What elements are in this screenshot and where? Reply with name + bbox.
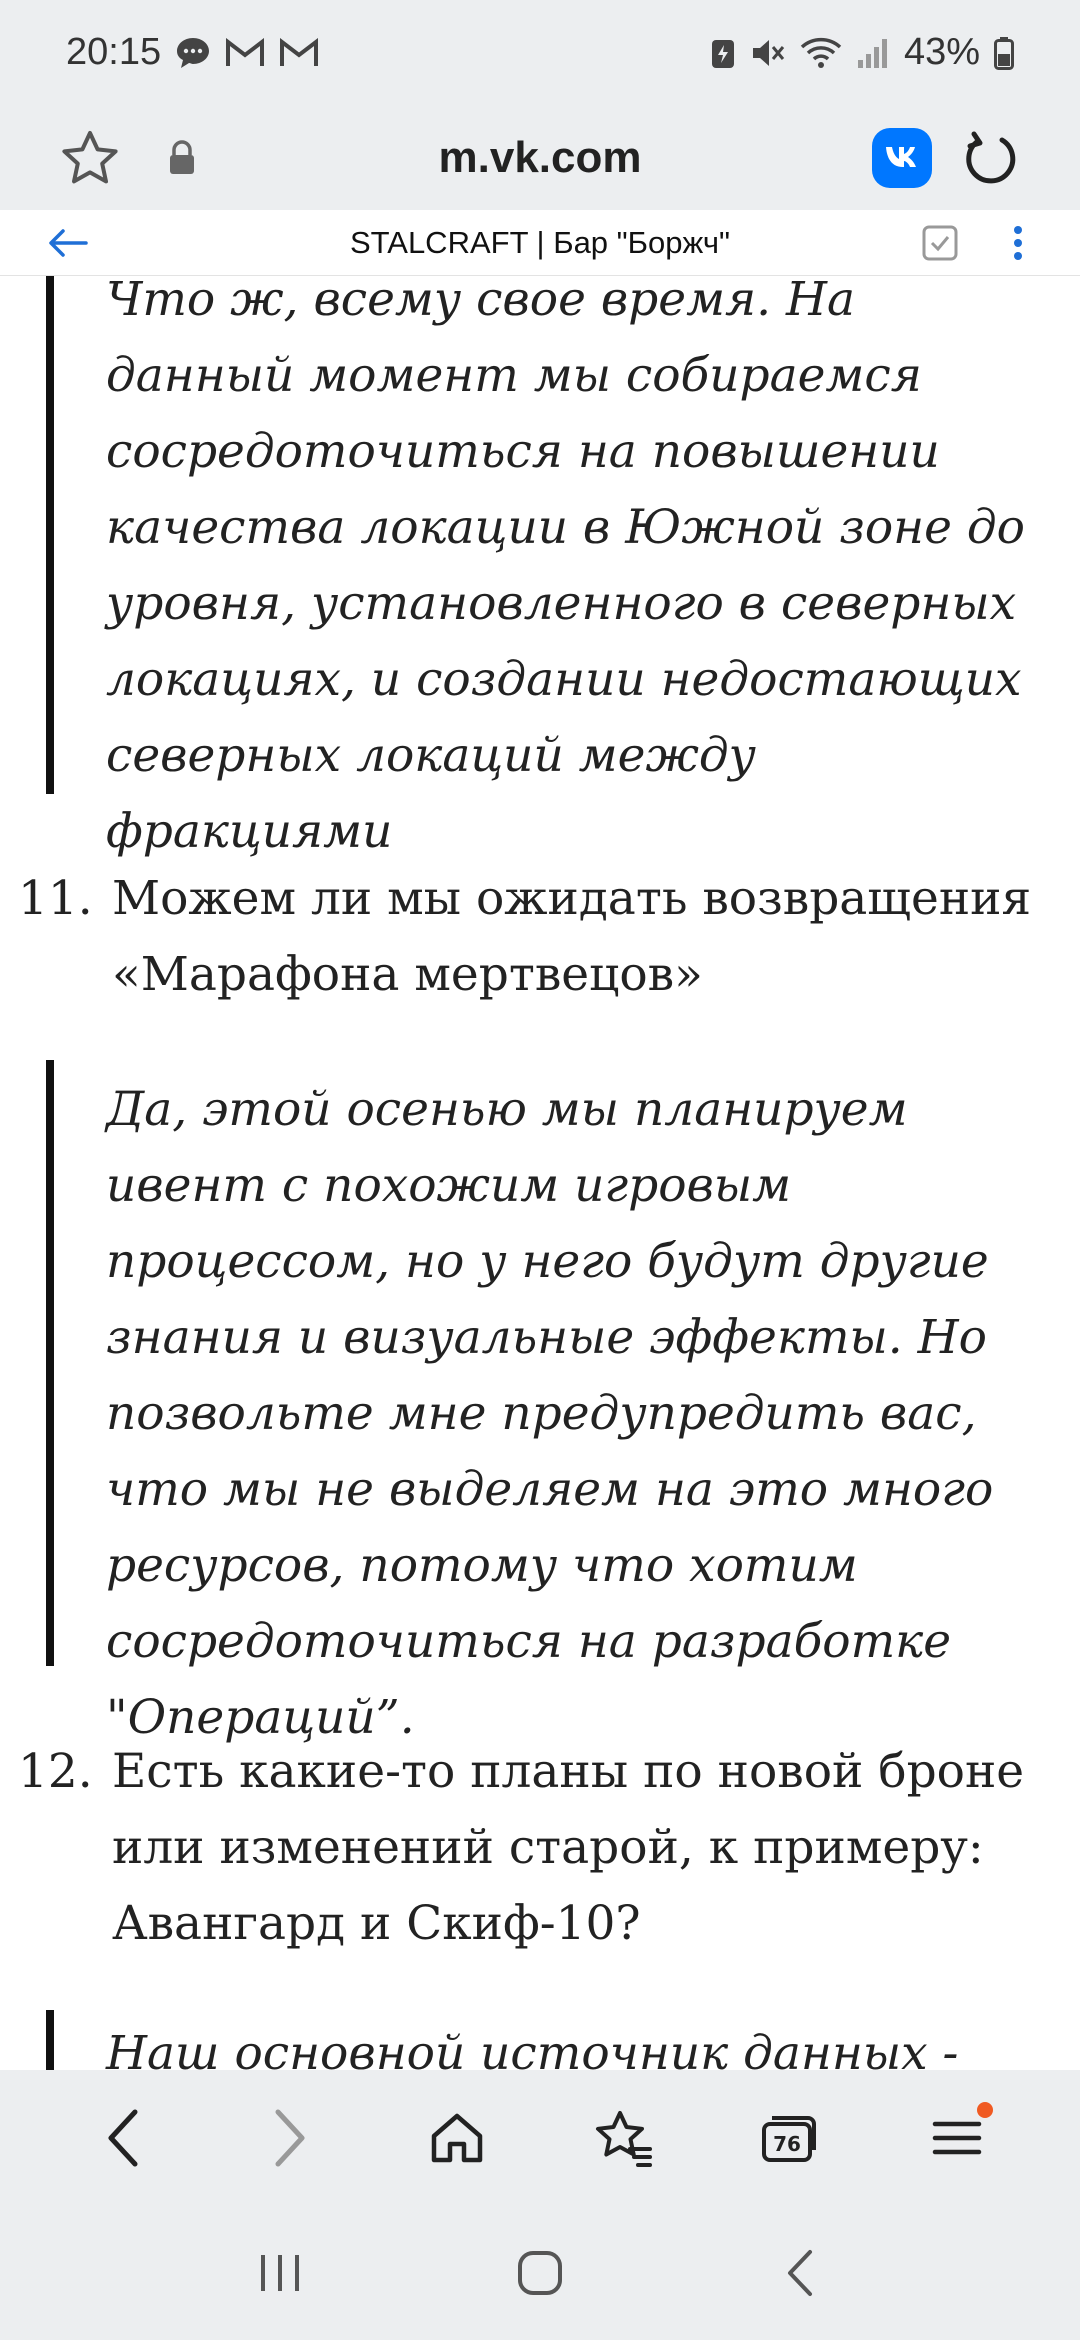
signal-icon [856, 36, 890, 70]
battery-percent: 43% [903, 31, 980, 73]
tabs-count: 76 [773, 2131, 801, 2156]
gmail-icon [279, 38, 319, 68]
question-number: 11. [18, 871, 93, 926]
home-icon[interactable] [417, 2098, 497, 2178]
answer-quote: Что ж, всему свое время. На данный момент мы собираемся сосредоточиться на повышении качества локации в Южной зоне до уровня, установленного в северных локациях, и создании недостающих северных локаций между фракциями [46, 276, 1056, 794]
question-text: Есть какие-то планы по новой броне или изменений старой, к примеру: Авангард и Скиф-10? [112, 1744, 1025, 1951]
answer-quote: Да, этой осенью мы планируем ивент с похожим игровым процессом, но у него будут другие знания и визуальные эффекты. Но позвольте мне предупредить вас, что мы не выделяем на это много ресурсов, потому что хотим сосредоточиться на разработке "Операций”. [46, 1060, 1056, 1666]
mute-icon [750, 36, 786, 70]
notification-dot [977, 2102, 993, 2118]
status-time: 20:15 [66, 31, 162, 73]
question-number: 12. [18, 1744, 93, 1799]
checkbox-icon[interactable] [900, 210, 980, 276]
battery-saver-icon [710, 36, 736, 70]
battery-icon [994, 36, 1014, 70]
system-nav-bar [0, 2205, 1080, 2340]
page-header [0, 210, 1080, 276]
address-bar-url[interactable]: m.vk.com [438, 132, 642, 182]
page-title: STALCRAFT | Бар "Боржч" [349, 224, 731, 260]
browser-toolbar [0, 105, 1080, 210]
bookmarks-icon[interactable] [583, 2098, 663, 2178]
tabs-icon[interactable] [750, 2098, 830, 2178]
browser-bottom-nav [0, 2070, 1080, 2205]
question-text: Можем ли мы ожидать возвращения «Марафона мертвецов» [112, 871, 1032, 1002]
gmail-icon [225, 38, 265, 68]
reload-icon[interactable] [950, 118, 1030, 198]
answer-quote: Наш основной источник данных - [46, 2010, 1056, 2070]
home-button-icon[interactable] [500, 2233, 580, 2313]
wifi-icon [800, 36, 842, 70]
recent-apps-icon[interactable] [240, 2233, 320, 2313]
status-bar [0, 0, 1080, 105]
vk-extension-icon[interactable] [862, 118, 942, 198]
chat-icon [175, 36, 211, 70]
system-back-icon[interactable] [760, 2233, 840, 2313]
more-menu-icon[interactable] [978, 210, 1058, 276]
back-icon[interactable] [83, 2098, 163, 2178]
article-content [0, 276, 1080, 2070]
menu-icon[interactable] [917, 2098, 997, 2178]
forward-icon[interactable] [250, 2098, 330, 2178]
